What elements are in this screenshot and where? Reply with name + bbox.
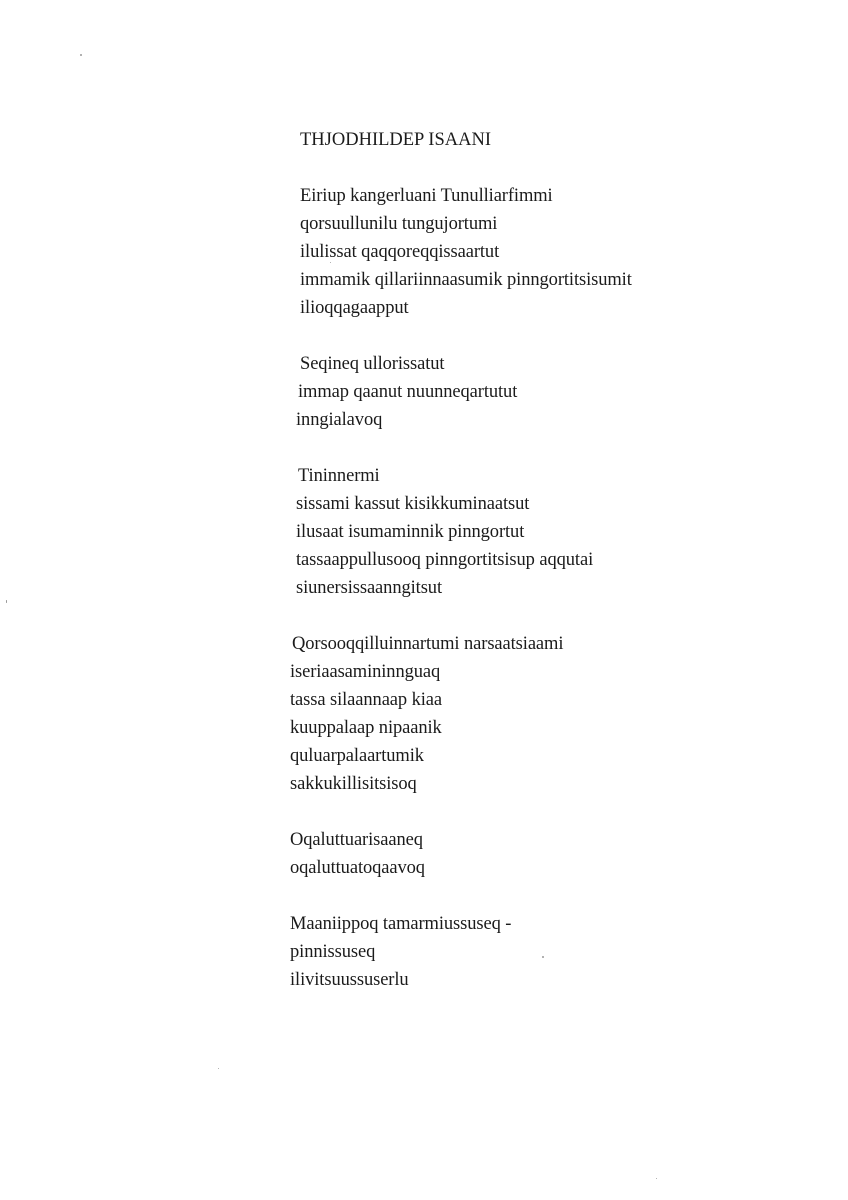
poem-line: tassaappullusooq pinngortitsisup aqqutai (296, 550, 594, 570)
stanza-3 (290, 462, 810, 602)
scan-speck (6, 600, 7, 603)
stanza-5 (290, 826, 810, 882)
poem-line: qorsuullunilu tungujortumi (300, 214, 498, 234)
scan-speck (218, 1068, 219, 1069)
poem-line: Tininnermi (298, 466, 380, 486)
poem (290, 126, 810, 1022)
poem-line: immap qaanut nuunneqartutut (298, 382, 518, 402)
poem-line: kuuppalaap nipaanik (290, 718, 442, 738)
poem-line: sakkukillisitsisoq (290, 774, 417, 794)
poem-line: inngialavoq (296, 410, 383, 430)
poem-line: Qorsooqqilluinnartumi narsaatsiaami (292, 634, 564, 654)
stanza-1 (290, 182, 810, 322)
poem-line: pinnissuseq (290, 942, 376, 962)
poem-line: ilusaat isumaminnik pinngortut (296, 522, 525, 542)
scan-speck (656, 1178, 657, 1179)
poem-line: ilioqqagaapput (300, 298, 409, 318)
poem-line: Oqaluttuarisaaneq (290, 830, 423, 850)
scan-speck (80, 54, 82, 56)
poem-line: Seqineq ullorissatut (300, 354, 445, 374)
poem-line: Eiriup kangerluani Tunulliarfimmi (300, 186, 553, 206)
stanza-6 (290, 910, 810, 994)
poem-line: quluarpalaartumik (290, 746, 424, 766)
poem-line: immamik qillariinnaasumik pinngortitsisumit (300, 270, 632, 290)
stanza-4 (290, 630, 810, 798)
poem-line: oqaluttuatoqaavoq (290, 858, 425, 878)
poem-line: Maaniippoq tamarmiussuseq - (290, 914, 512, 934)
poem-line: ilulissat qaqqoreqqissaartut (300, 242, 500, 262)
poem-line: iseriaasamininnguaq (290, 662, 441, 682)
poem-line: siunersissaanngitsut (296, 578, 442, 598)
poem-line: ilivitsuussuserlu (290, 970, 409, 990)
poem-line: tassa silaannaap kiaa (290, 690, 442, 710)
poem-line: sissami kassut kisikkuminaatsut (296, 494, 530, 514)
poem-title: THJODHILDEP ISAANI (300, 130, 491, 150)
stanza-2 (290, 350, 810, 434)
